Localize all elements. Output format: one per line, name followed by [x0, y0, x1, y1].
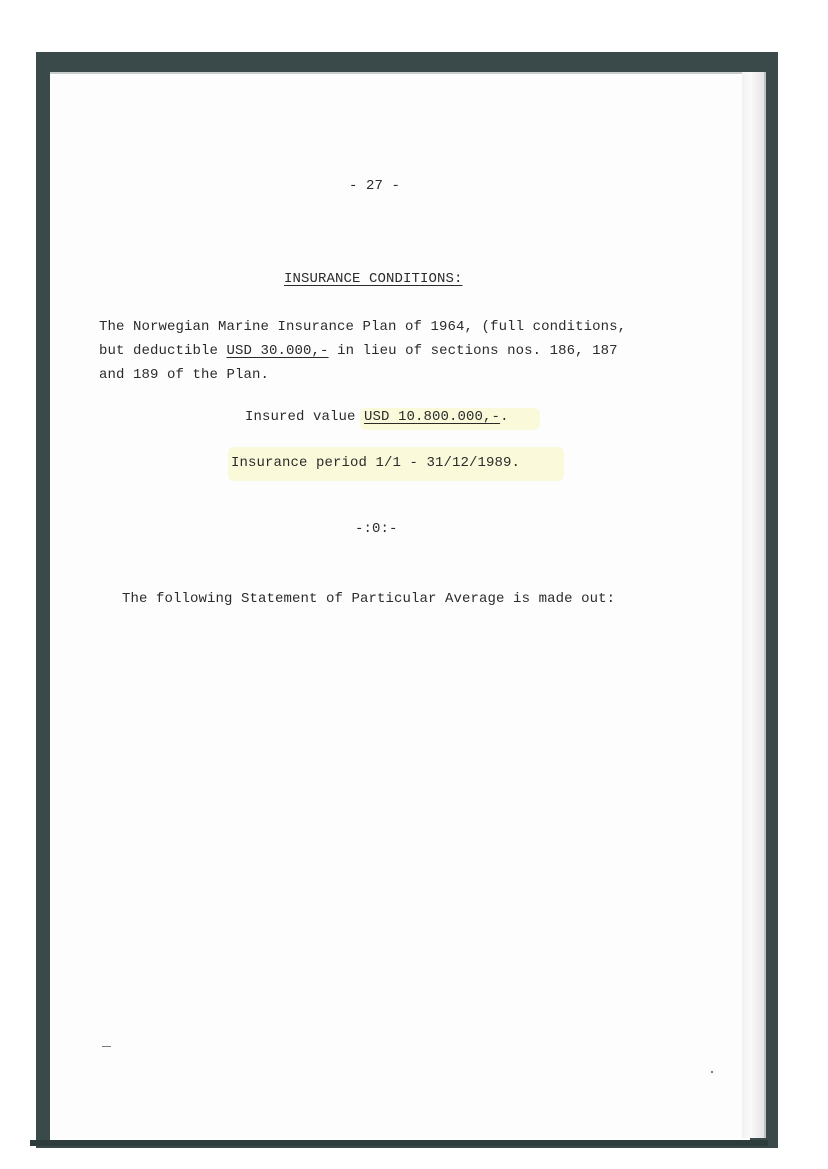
separator: -:0:- — [355, 521, 398, 537]
conditions-line-1: The Norwegian Marine Insurance Plan of 1964, (full conditions, — [99, 319, 627, 335]
scan-speck — [102, 1046, 111, 1047]
insured-value-label: Insured value — [245, 409, 365, 425]
page-edge-shadow — [742, 72, 766, 1138]
insured-value-line — [245, 409, 509, 425]
insurance-period: Insurance period 1/1 - 31/12/1989. — [231, 455, 521, 471]
conditions-line-3: and 189 of the Plan. — [99, 367, 270, 383]
conditions-line-2 — [99, 343, 618, 359]
statement-intro: The following Statement of Particular Average is made out: — [122, 591, 616, 607]
section-heading: INSURANCE CONDITIONS: — [284, 271, 463, 287]
conditions-line-2-suffix: in lieu of sections nos. 186, 187 — [328, 343, 618, 359]
page-number: - 27 - — [349, 178, 401, 194]
scan-speck — [711, 1071, 713, 1073]
document-page — [50, 72, 750, 1146]
insured-value-end: . — [500, 409, 509, 425]
deductible-amount: USD 30.000,- — [226, 343, 329, 359]
conditions-line-2-prefix: but deductible — [99, 343, 227, 359]
insured-value-amount: USD 10.800.000,- — [364, 409, 501, 425]
scan-bottom-border — [30, 1140, 768, 1146]
